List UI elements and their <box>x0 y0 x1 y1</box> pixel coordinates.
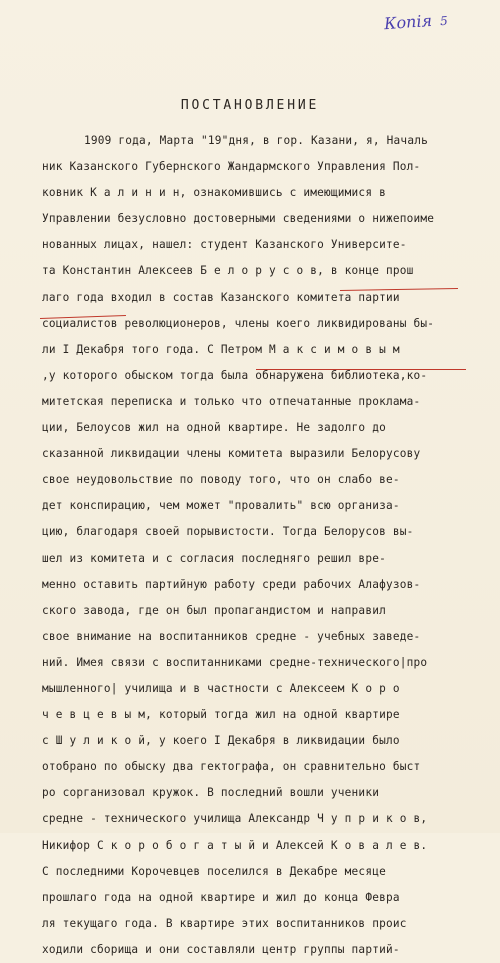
text-line: ского завода, где он был пропагандистом и направил <box>42 603 386 617</box>
text-line: ции, Белоусов жил на одной квартире. Не задолго до <box>42 421 386 435</box>
text-line: ли I Декабря того года. С Петром М а к с и м о в ы м <box>42 342 400 356</box>
document-title: ПОСТАНОВЛЕНИЕ <box>180 98 320 113</box>
text-line: ний. Имея связи с воспитанниками средне-технического|про <box>42 655 428 669</box>
text-line: С последними Корочевцев поселился в Декабре месяце <box>42 864 386 878</box>
document-body <box>42 128 466 963</box>
text-line: ля текущаго года. В квартире этих воспитанников проис <box>42 916 407 930</box>
text-line: менно оставить партийную работу среди рабочих Алафузов- <box>42 577 421 591</box>
text-line: дет конспирацию, чем может "провалить" всю организа- <box>42 499 400 513</box>
text-line: ч е в ц е в ы м, который тогда жил на одной квартире <box>42 708 400 722</box>
text-line: лаго года входил в состав Казанского комитета партии <box>42 290 400 304</box>
text-line: свое неудовольствие по поводу того, что он слабо ве- <box>42 473 400 487</box>
text-line: Никифор С к о р о б о г а т ы й и Алексей К о в а л е в. <box>42 838 428 852</box>
text-line: нованных лицах, нашел: студент Казанского Университе- <box>42 238 407 252</box>
text-line: та Константин Алексеев Б е л о р у с о в, в конце прош <box>42 264 414 278</box>
text-line: мышленного| училища и в частности с Алексеем К о р о <box>42 681 400 695</box>
copy-annotation-mark: 5 <box>439 13 449 29</box>
text-line: ходили сборища и они составляли центр группы партий- <box>42 942 400 956</box>
text-line: цию, благодаря своей порывистости. Тогда Белорусов вы- <box>42 525 414 539</box>
text-line: средне - технического училища Александр Ч у п р и к о в, <box>42 812 428 826</box>
text-line: прошлаго года на одной квартире и жил до концa Февра <box>42 890 400 904</box>
copy-annotation <box>383 10 448 33</box>
text-line: с Ш у л и к о й, у коего I Декабря в ликвидации было <box>42 734 400 748</box>
text-line: шел из комитета и с согласия последняго решил вре- <box>42 551 386 565</box>
text-line: ,у которого обыском тогда была обнаружена библиотека,ко- <box>42 368 428 382</box>
copy-annotation-text: Копія <box>383 10 433 34</box>
text-line: ковник К а л и н и н, ознакомившись с имеющимися в <box>42 186 386 200</box>
text-line: отобрано по обыску два гектографа, он сравнительно быст <box>42 760 421 774</box>
text-line: ро сорганизовал кружок. В последний вошли ученики <box>42 786 380 800</box>
text-line: митетская переписка и только что отпечатанные проклама- <box>42 394 421 408</box>
text-line: сказанной ликвидации члены комитета выразили Белорусову <box>42 447 421 461</box>
text-line: 1909 года, Марта "19"дня, в гор. Казани, я, Началь <box>84 134 428 147</box>
text-line: ник Казанского Губернского Жандармского Управления Пол- <box>42 160 421 174</box>
text-line: социалистов революционеров, члены коего ликвидированы бы- <box>42 316 435 330</box>
text-line: свое внимание на воспитанников средне - учебных заведе- <box>42 629 421 643</box>
text-line: Управлении безусловно достоверными сведениями о нижепоиме <box>42 212 435 226</box>
ink-underline <box>256 369 466 370</box>
